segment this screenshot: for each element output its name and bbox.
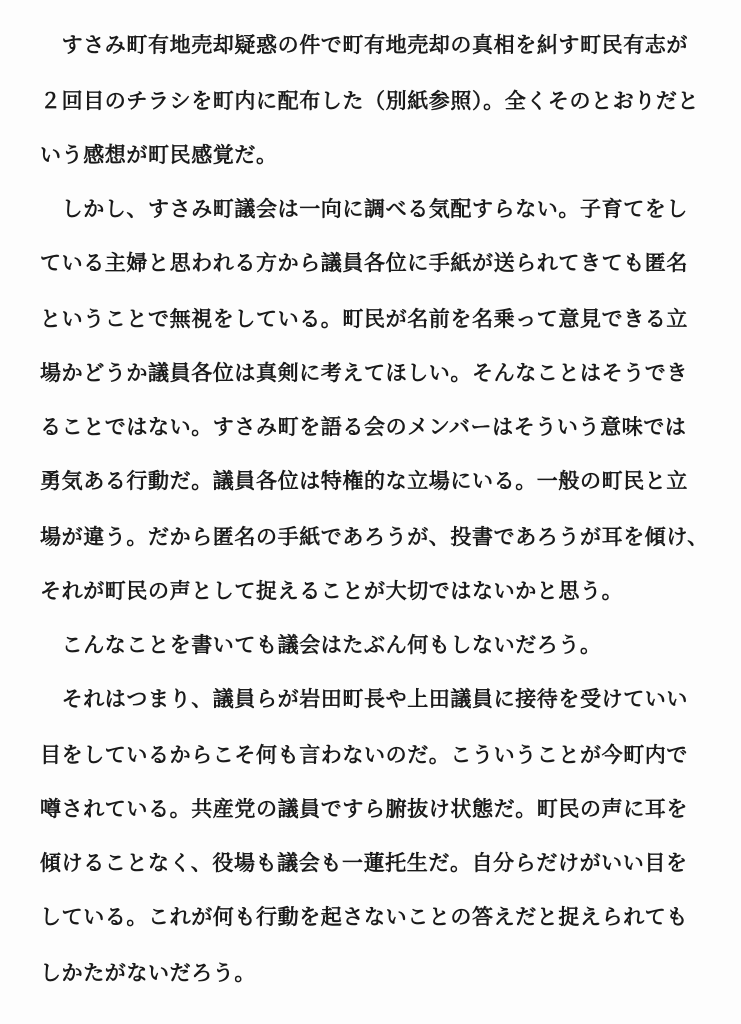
text-line: ２回目のチラシを町内に配布した（別紙参照）。全くそのとおりだと bbox=[40, 89, 700, 113]
text-line: ということで無視をしている。町民が名前を名乗って意見できる立 bbox=[40, 307, 688, 331]
text-line: ている主婦と思われる方から議員各位に手紙が送られてきても匿名 bbox=[40, 251, 688, 275]
text-line: すさみ町有地売却疑惑の件で町有地売却の真相を糾す町民有志が bbox=[40, 33, 688, 57]
text-line: 場かどうか議員各位は真剣に考えてほしい。そんなことはそうでき bbox=[40, 361, 688, 385]
text-line: している。これが何も行動を起さないことの答えだと捉えられても bbox=[40, 905, 688, 929]
text-line: しかたがないだろう。 bbox=[40, 961, 256, 985]
text-line: それはつまり、議員らが岩田町長や上田議員に接待を受けていい bbox=[40, 687, 688, 711]
text-line: 目をしているからこそ何も言わないのだ。こういうことが今町内で bbox=[40, 743, 688, 767]
text-line: 場が違う。だから匿名の手紙であろうが、投書であろうが耳を傾け、 bbox=[40, 525, 709, 549]
text-line: それが町民の声として捉えることが大切ではないかと思う。 bbox=[40, 579, 624, 603]
text-line: しかし、すさみ町議会は一向に調べる気配すらない。子育てをし bbox=[40, 197, 688, 221]
text-line: こんなことを書いても議会はたぶん何もしないだろう。 bbox=[40, 633, 602, 657]
text-line: 噂されている。共産党の議員ですら腑抜け状態だ。町民の声に耳を bbox=[40, 797, 688, 821]
text-line: 傾けることなく、役場も議会も一蓮托生だ。自分らだけがいい目を bbox=[40, 851, 688, 875]
text-line: ることではない。すさみ町を語る会のメンバーはそういう意味では bbox=[40, 415, 687, 439]
text-line: 勇気ある行動だ。議員各位は特権的な立場にいる。一般の町民と立 bbox=[40, 469, 688, 493]
text-line: いう感想が町民感覚だ。 bbox=[40, 143, 278, 167]
